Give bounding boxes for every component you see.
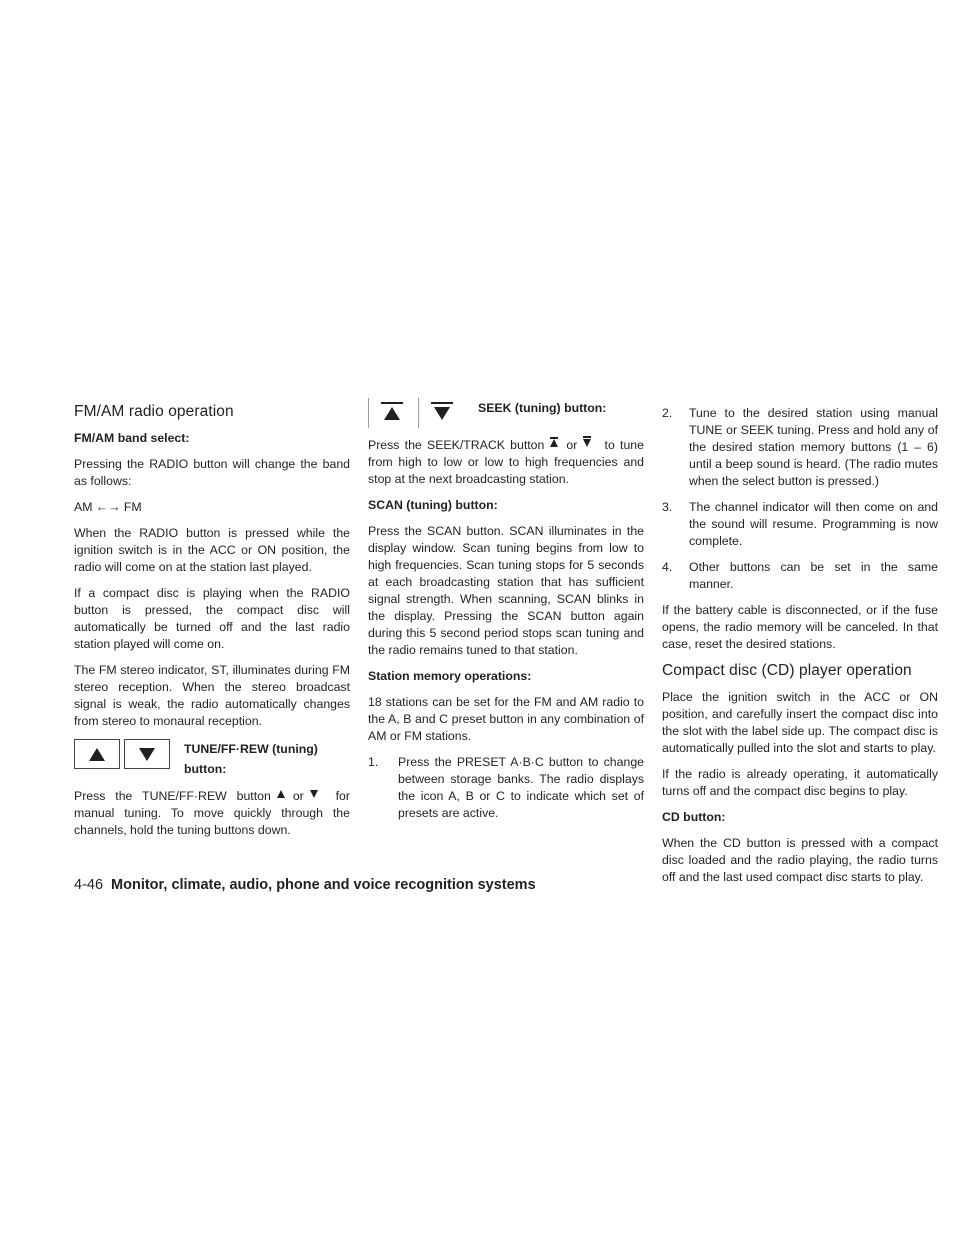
band-select-heading: FM/AM band select: — [74, 431, 190, 445]
seek-down-icon — [434, 407, 450, 420]
seek-up-icon — [384, 407, 400, 420]
stereo-indicator-paragraph: The FM stereo indicator, ST, illuminates during FM stereo reception. When the stereo broadcast signal is weak, the radio automatically changes from stereo to monaural reception. — [74, 663, 350, 728]
seek-text-b: to tune from high to low or low to high frequencies and stop at the next broadcasting station. — [368, 438, 644, 486]
step-text: The channel indicator will then come on and the sound will resume. Programming is now complete. — [689, 500, 938, 548]
memory-heading: Station memory operations: — [368, 669, 532, 683]
scan-paragraph: Press the SCAN button. SCAN illuminates in the display window. Scan tuning begins from low to high frequencies. Scan tuning stops for 5 seconds at each broadcasting station that has sufficient signal strength. When scanning, SCAN blinks in the display. Pressing the SCAN button again during this 5 second period stops scan tuning and the radio remains tuned to that station. — [368, 524, 644, 657]
tune-button-label: TUNE/FF·REW (tuning) button: — [184, 742, 318, 776]
step-number: 3. — [662, 500, 673, 514]
seek-text-a: Press the SEEK/TRACK button — [368, 438, 545, 452]
memory-paragraph: 18 stations can be set for the FM and AM radio to the A, B and C preset button in any combination of AM or FM stations. — [368, 695, 644, 743]
triangle-down-icon — [139, 748, 155, 761]
cd-button-paragraph: When the CD button is pressed with a compact disc loaded and the radio playing, the radio turns off and the last used compact disc starts to play. — [662, 836, 938, 884]
tune-down-button-icon — [124, 739, 170, 769]
tune-or: or — [292, 789, 304, 803]
step-number: 4. — [662, 560, 673, 574]
tune-text-b: for manual tuning. To move quickly through the channels, hold the tuning buttons down. — [74, 789, 350, 837]
section-title-cd: Compact disc (CD) player operation — [662, 662, 912, 679]
tune-button-pair — [74, 739, 170, 769]
memory-steps-list-continued — [662, 405, 938, 593]
seek-paragraph — [368, 437, 644, 488]
small-seek-up-icon — [550, 439, 558, 447]
column-2 — [368, 398, 644, 831]
seek-button-label: SEEK (tuning) button: — [478, 401, 607, 415]
list-item — [662, 499, 938, 550]
radio-button-paragraph: When the RADIO button is pressed while the ignition switch is in the ACC or ON position, the radio will come on at the station last played. — [74, 526, 350, 574]
cd-autoplay-paragraph: If the radio is already operating, it automatically turns off and the compact disc begins to play. — [662, 767, 938, 798]
scan-heading: SCAN (tuning) button: — [368, 498, 498, 512]
battery-paragraph: If the battery cable is disconnected, or if the fuse opens, the radio memory will be canceled. In that case, reset the desired stations. — [662, 603, 938, 651]
list-item — [662, 405, 938, 490]
band-select-text: Pressing the RADIO button will change the band as follows: — [74, 457, 350, 488]
small-triangle-up-icon — [277, 790, 285, 798]
cd-insert-paragraph: Place the ignition switch in the ACC or ON position, and carefully insert the compact disc into the slot with the label side up. The compact disc is automatically pulled into the slot and starts to play. — [662, 690, 938, 755]
step-text: Press the PRESET A·B·C button to change between storage banks. The radio displays the icon A, B or C to indicate which set of presets are active. — [398, 755, 644, 820]
step-number: 1. — [368, 755, 379, 769]
list-item — [662, 559, 938, 593]
cd-playing-paragraph: If a compact disc is playing when the RADIO button is pressed, the compact disc will automatically be turned off and the last radio station played will come on. — [74, 586, 350, 651]
tune-button-figure — [74, 739, 350, 779]
seek-down-button-icon — [418, 398, 464, 428]
step-number: 2. — [662, 406, 673, 420]
small-seek-down-icon — [583, 439, 591, 447]
memory-steps-list — [368, 754, 644, 822]
column-3 — [662, 405, 938, 895]
cd-button-heading: CD button: — [662, 810, 726, 824]
tune-text-a: Press the TUNE/FF·REW button — [74, 789, 271, 803]
triangle-up-icon — [89, 748, 105, 761]
tune-up-button-icon — [74, 739, 120, 769]
column-1 — [74, 403, 350, 848]
section-title-radio: FM/AM radio operation — [74, 403, 234, 420]
step-text: Other buttons can be set in the same manner. — [689, 560, 938, 591]
tune-paragraph — [74, 788, 350, 839]
seek-button-pair — [368, 398, 464, 428]
step-text: Tune to the desired station using manual TUNE or SEEK tuning. Press and hold any of the desired station memory buttons (1 – 6) until a beep sound is heard. (The radio mutes when the select button is pressed.) — [689, 406, 938, 488]
seek-button-figure — [368, 398, 644, 428]
page-number: 4-46 — [74, 877, 104, 893]
chapter-title: Monitor, climate, audio, phone and voice recognition systems — [111, 877, 536, 893]
band-sequence: AM ←→ FM — [74, 500, 142, 514]
seek-up-button-icon — [368, 398, 414, 428]
seek-or: or — [566, 438, 578, 452]
small-triangle-down-icon — [310, 790, 318, 798]
page-footer — [74, 877, 536, 893]
list-item — [368, 754, 644, 822]
